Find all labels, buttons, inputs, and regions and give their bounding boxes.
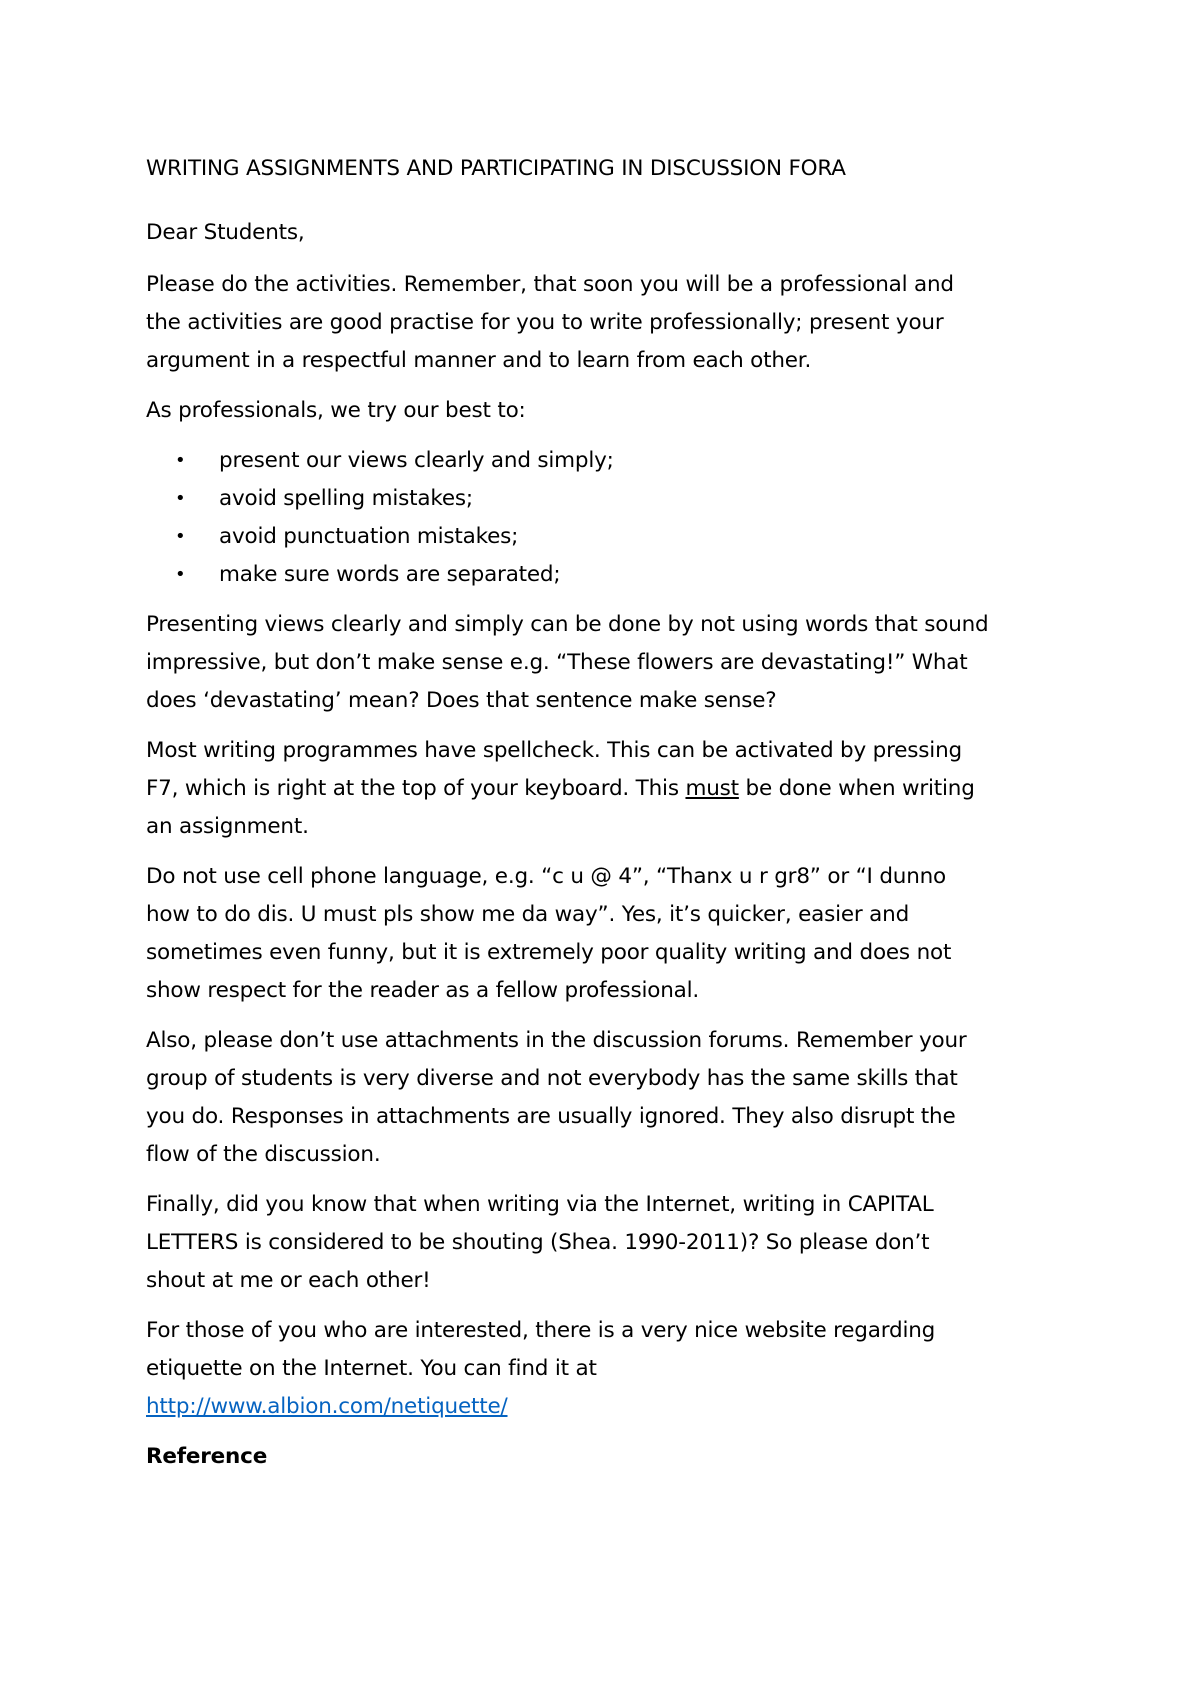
- list-item: [146, 518, 1076, 556]
- paragraph-attachments: [146, 1022, 1076, 1174]
- paragraph-line: does ‘devastating’ mean? Does that sentence make sense?: [146, 688, 777, 713]
- paragraph-line: Presenting views clearly and simply can be done by not using words that sound: [146, 612, 989, 637]
- paragraph-clarity: [146, 606, 1076, 720]
- paragraph-line: Please do the activities. Remember, that soon you will be a professional and: [146, 272, 954, 297]
- document-title: WRITING ASSIGNMENTS AND PARTICIPATING IN DISCUSSION FORA: [146, 156, 846, 181]
- paragraph-spellcheck: [146, 732, 1076, 846]
- paragraph-line: an assignment.: [146, 814, 309, 839]
- greeting: Dear Students,: [146, 220, 305, 245]
- paragraph-line: argument in a respectful manner and to learn from each other.: [146, 348, 812, 373]
- reference-heading: Reference: [146, 1444, 268, 1469]
- bullet-icon: •: [175, 488, 186, 509]
- list-item-text: avoid punctuation mistakes;: [219, 524, 519, 549]
- paragraph-intro-list: As professionals, we try our best to:: [146, 398, 526, 423]
- text-run: F7, which is right at the top of your keyboard. This: [146, 776, 686, 801]
- bullet-icon: •: [175, 526, 186, 547]
- paragraph-line: shout at me or each other!: [146, 1268, 431, 1293]
- paragraph-line: show respect for the reader as a fellow professional.: [146, 978, 700, 1003]
- paragraph-line: For those of you who are interested, there is a very nice website regarding: [146, 1318, 936, 1343]
- paragraph-line: etiquette on the Internet. You can find it at: [146, 1356, 597, 1381]
- paragraph-line: Also, please don’t use attachments in the discussion forums. Remember your: [146, 1028, 967, 1053]
- paragraph-line: flow of the discussion.: [146, 1142, 381, 1167]
- paragraph-line: Most writing programmes have spellcheck. This can be activated by pressing: [146, 738, 962, 763]
- paragraph-line: sometimes even funny, but it is extremely poor quality writing and does not: [146, 940, 952, 965]
- paragraph-cellphone-language: [146, 858, 1076, 1010]
- emphasis-must: must: [685, 776, 739, 801]
- bullet-icon: •: [175, 564, 186, 585]
- list-item-text: avoid spelling mistakes;: [219, 486, 473, 511]
- paragraph-activities: [146, 266, 1076, 380]
- paragraph-line: [146, 770, 1076, 808]
- paragraph-line: LETTERS is considered to be shouting (Shea. 1990-2011)? So please don’t: [146, 1230, 930, 1255]
- paragraph-line: Finally, did you know that when writing via the Internet, writing in CAPITAL: [146, 1192, 934, 1217]
- list-item: [146, 556, 1076, 594]
- list-item: [146, 480, 1076, 518]
- paragraph-line: impressive, but don’t make sense e.g. “These flowers are devastating!” What: [146, 650, 968, 675]
- list-item-text: make sure words are separated;: [219, 562, 561, 587]
- paragraph-capital-letters: [146, 1186, 1076, 1300]
- bullet-list: [146, 442, 1076, 594]
- paragraph-netiquette: [146, 1312, 1076, 1426]
- paragraph-line: you do. Responses in attachments are usually ignored. They also disrupt the: [146, 1104, 956, 1129]
- paragraph-line: group of students is very diverse and not everybody has the same skills that: [146, 1066, 958, 1091]
- bullet-icon: •: [175, 450, 186, 471]
- paragraph-line: how to do dis. U must pls show me da way”. Yes, it’s quicker, easier and: [146, 902, 910, 927]
- paragraph-line: the activities are good practise for you to write professionally; present your: [146, 310, 944, 335]
- text-run: be done when writing: [738, 776, 975, 801]
- document-page: [146, 150, 1076, 1476]
- list-item: [146, 442, 1076, 480]
- netiquette-link[interactable]: http://www.albion.com/netiquette/: [146, 1394, 508, 1419]
- paragraph-line: Do not use cell phone language, e.g. “c u @ 4”, “Thanx u r gr8” or “I dunno: [146, 864, 946, 889]
- list-item-text: present our views clearly and simply;: [219, 448, 614, 473]
